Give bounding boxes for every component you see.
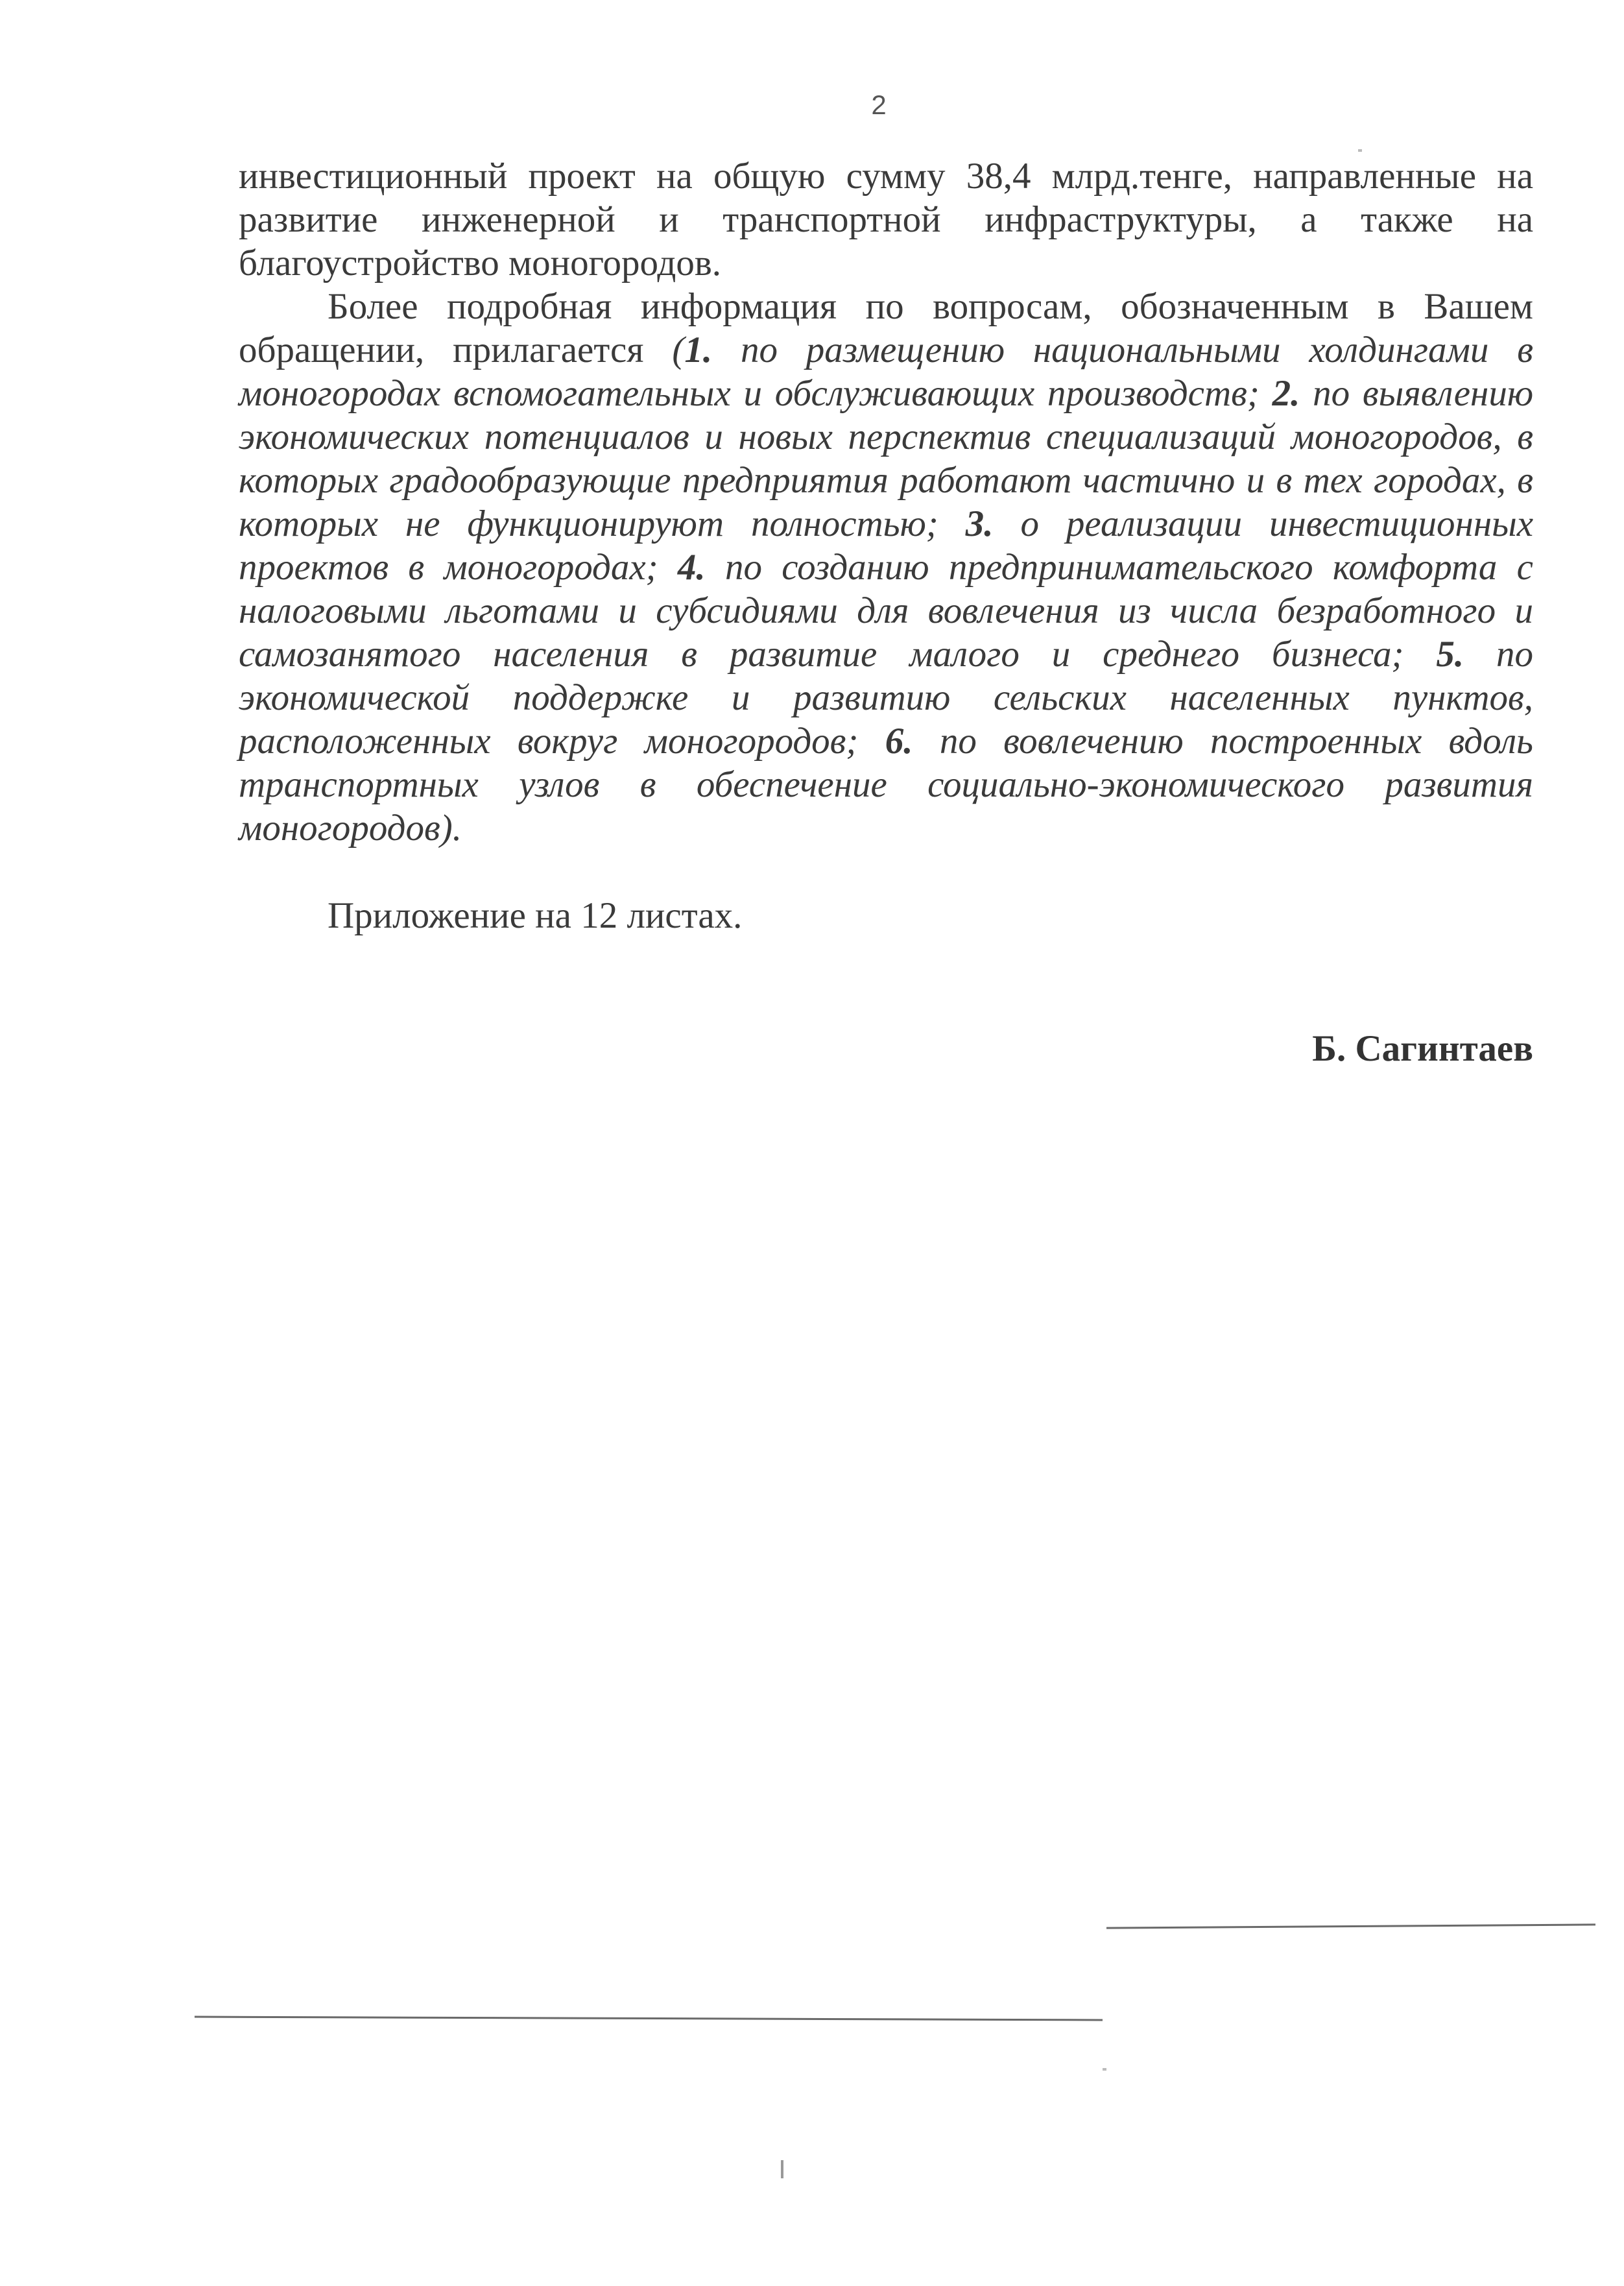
- item-number-3: 3.: [965, 503, 994, 544]
- details-lead: Более подробная информация по вопросам, обозначенным в Вашем обращении, прилагается: [239, 286, 1533, 370]
- item-text-6: по вовлечению построенных вдоль транспортных узлов в обеспечение социально-экономического развития моногородов).: [239, 721, 1533, 848]
- item-text-2: по выявлению экономических потенциалов и новых перспектив специализаций моногородов, в которых градообразующие предприятия работают частично и в тех городах, в которых не функционируют полностью;: [239, 373, 1534, 544]
- item-number-2: 2.: [1272, 373, 1300, 414]
- item-number-5: 5.: [1436, 634, 1464, 675]
- signatory-name: Б. Сагинтаев: [1312, 1028, 1533, 1069]
- item-text-5: по экономической поддержке и развитию сельских населенных пунктов, расположенных вокруг моногородов;: [239, 634, 1533, 762]
- item-text-1: по размещению национальными холдингами в моногородах вспомогательных и обслуживающих производств;: [239, 330, 1533, 414]
- page-number: 2: [871, 90, 887, 120]
- item-number-1: 1.: [684, 330, 713, 370]
- separator-line-right: [1106, 1923, 1595, 1929]
- item-text-3: о реализации инвестиционных проектов в моногородах;: [239, 503, 1533, 588]
- open-paren: (: [672, 330, 685, 370]
- attachment-note: Приложение на 12 листах.: [328, 895, 743, 936]
- paragraph-investment: инвестиционный проект на общую сумму 38,4 млрд.тенге, направленные на развитие инженерной и транспортной инфраструктуры, а также на благоустройство моногородов.: [239, 156, 1533, 283]
- paragraph-details: [239, 285, 1533, 850]
- separator-line-left: [195, 2016, 1103, 2021]
- item-text-4: по созданию предпринимательского комфорта с налоговыми льготами и субсидиями для вовлечения из числа безработного и самозанятого населения в развитие малого и среднего бизнеса;: [239, 547, 1533, 675]
- item-number-4: 4.: [677, 547, 706, 588]
- scan-artifact-dot: [1103, 2068, 1106, 2071]
- letter-body: [239, 154, 1533, 850]
- item-number-6: 6.: [885, 721, 913, 762]
- scan-artifact-dot: [1358, 149, 1362, 152]
- scan-artifact-mark: [781, 2160, 783, 2178]
